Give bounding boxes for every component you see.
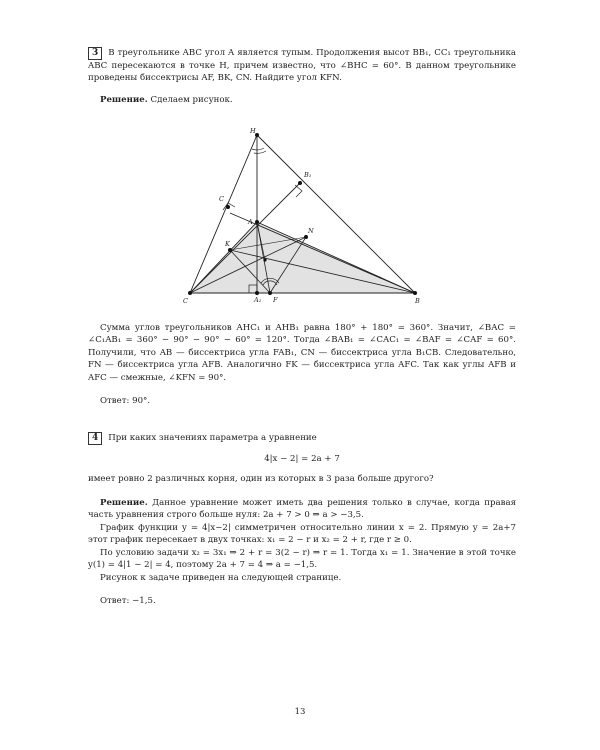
point-b — [413, 291, 417, 295]
answer-4: Ответ: −1,5. — [100, 596, 156, 607]
label-a1: A₁ — [254, 296, 262, 304]
label-c: C — [183, 297, 188, 305]
solution-line-1 — [88, 497, 516, 522]
triangle-figure — [170, 125, 430, 305]
label-f: F — [273, 296, 278, 304]
label-c1: C — [219, 195, 224, 203]
point-c — [188, 291, 192, 295]
label-b1: B₁ — [304, 171, 312, 179]
solution-line-4: Рисунок к задаче приведен на следующей странице. — [100, 572, 342, 583]
problem-3 — [88, 47, 516, 106]
solution-label: Решение. — [100, 497, 148, 508]
answer-3: Ответ: 90°. — [100, 396, 151, 407]
point-c1 — [226, 205, 230, 209]
statement-end: имеет ровно 2 различных корня, один из которых в 3 раза больше другого? — [88, 474, 434, 485]
problem-3-solution — [88, 322, 516, 408]
solution-body: Сумма углов треугольников AHC₁ и AHB₁ равна 180° + 180° = 360°. Значит, ∠BAC = ∠C₁AB₁ = 360° − 90° − 90° − 60° = 120°. Тогда ∠BAB₁ = ∠CAC₁ = ∠BAF = ∠CAF = 60°. Получили, что AB — биссектриса угла FAB₁, CN — биссектриса угла B₁CB. Следовательно, FN — биссектриса угла AFB. Аналогично FK — биссектриса угла AFC. Так как углы AFB и AFC — смежные, ∠KFN = 90°. — [88, 323, 516, 383]
point-f — [268, 291, 272, 295]
problem-number: 3 — [88, 47, 102, 60]
statement-text: В треугольнике ABC угол A является тупым. Продолжения высот BB₁, CC₁ треугольника ABC пересекаются в точке H, причем известно, что ∠BHC = 60°. В данном треугольнике проведены биссектрисы AF, BK, CN. Найдите угол KFN. — [88, 48, 516, 84]
label-b: B — [415, 297, 420, 305]
point-a1 — [255, 291, 259, 295]
page-number: 13 — [294, 707, 306, 717]
solution-line-2: График функции y = 4|x−2| симметричен относительно линии x = 2. Прямую y = 2a+7 этот график пересекает в двух точках: x₁ = 2 − r и x₂ = 2 + r, где r ≥ 0. — [88, 522, 516, 546]
problem-4-statement — [88, 432, 516, 445]
solution-line-3: По условию задачи x₂ = 3x₁ ⇒ 2 + r = 3(2 − r) ⇒ r = 1. Тогда x₁ = 1. Значение в этой точке y(1) = 4|1 − 2| = 4, поэтому 2a + 7 = 4 ⇒ a = −1,5. — [88, 547, 516, 571]
point-b1 — [298, 181, 302, 185]
solution-intro — [88, 94, 516, 106]
point-k — [228, 248, 232, 252]
solution-label: Решение. — [100, 94, 148, 105]
solution-intro-text: Сделаем рисунок. — [150, 94, 233, 105]
statement-text: При каких значениях параметра a уравнение — [108, 433, 317, 443]
triangle-diagram — [170, 125, 430, 305]
point-n — [304, 235, 308, 239]
solution-line-1-text: Данное уравнение может иметь два решения только в случае, когда правая часть уравнения строго больше нуля: 2a + 7 > 0 ⇒ a > −3,5. — [88, 497, 516, 521]
label-k: K — [225, 240, 230, 248]
point-a — [255, 220, 259, 224]
label-a: A — [248, 218, 253, 226]
problem-number: 4 — [88, 432, 102, 445]
equation: 4|x − 2| = 2a + 7 — [264, 454, 340, 464]
label-h: H — [250, 127, 256, 135]
problem-4 — [88, 432, 516, 608]
problem-3-statement — [88, 47, 516, 85]
label-n: N — [308, 227, 314, 235]
